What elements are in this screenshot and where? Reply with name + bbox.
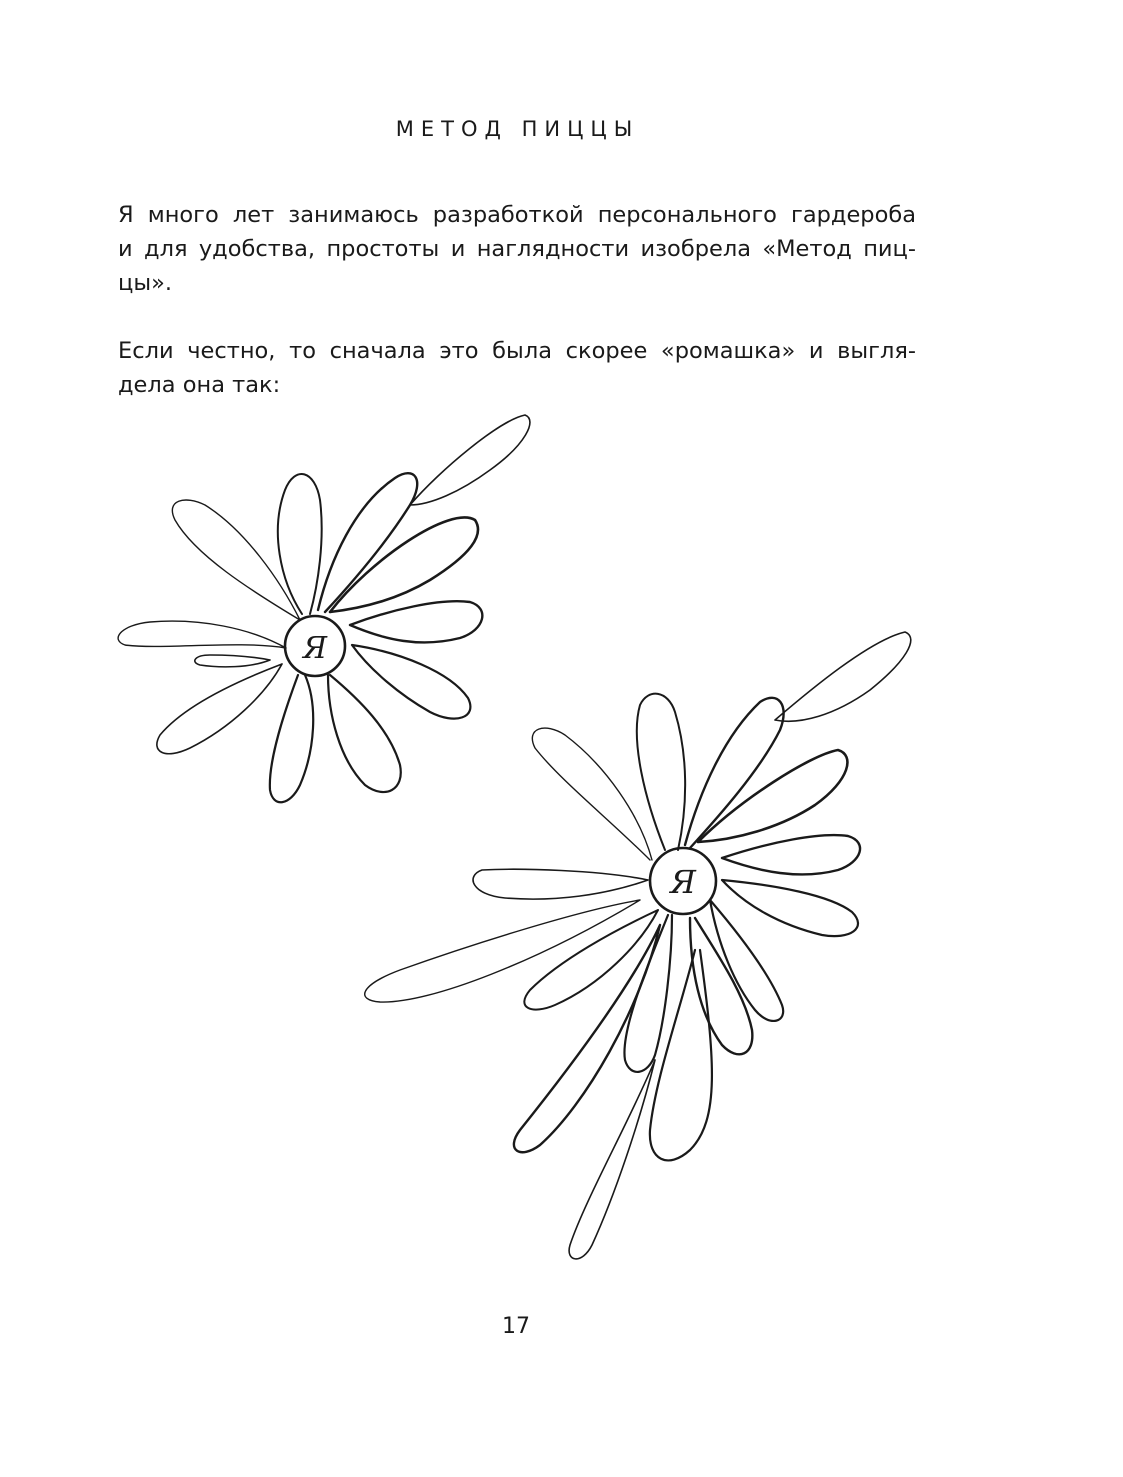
daisy-small	[118, 415, 530, 802]
petal	[328, 675, 401, 792]
petal	[352, 645, 470, 719]
petal	[157, 664, 282, 754]
petal	[365, 900, 640, 1002]
flower-center-letter: Я	[670, 863, 696, 901]
petal	[690, 918, 752, 1054]
petal	[473, 869, 648, 899]
petal	[685, 698, 784, 848]
petal	[350, 601, 482, 642]
petal	[698, 750, 847, 842]
petal	[637, 694, 685, 850]
petal	[118, 621, 286, 648]
petal	[624, 915, 672, 1072]
petal	[722, 880, 858, 936]
petal	[722, 835, 860, 874]
paragraph-line: дела она так:	[118, 372, 281, 398]
petal	[195, 655, 270, 667]
daisy-large	[365, 632, 911, 1259]
petal	[532, 728, 652, 860]
petal	[318, 473, 417, 612]
petal	[270, 675, 313, 802]
petal	[775, 632, 911, 721]
petal	[650, 950, 712, 1160]
flower-center-letter: Я	[302, 631, 328, 666]
paragraph-line: цы».	[118, 270, 172, 296]
paragraph-line: Я много лет занимаюсь разработкой персонального гардероба	[118, 202, 916, 228]
petal	[410, 415, 530, 505]
chapter-heading: МЕТОД ПИЦЦЫ	[395, 117, 640, 141]
paragraph-line: Если честно, то сначала это была скорее «ромашка» и выгля-	[118, 338, 916, 364]
page-number: 17	[502, 1314, 530, 1339]
petal	[330, 517, 478, 612]
petal	[569, 1060, 655, 1259]
paragraph-line: и для удобства, простоты и наглядности изобрела «Метод пиц-	[118, 236, 916, 262]
